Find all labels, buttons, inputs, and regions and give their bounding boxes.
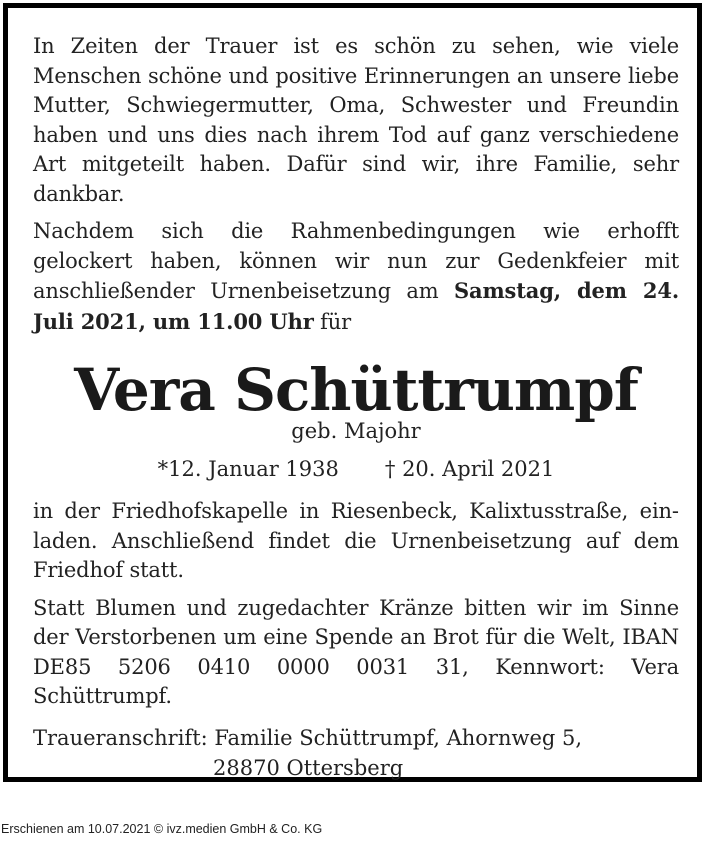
donation-paragraph: Statt Blumen und zugedachter Kränze bitten wir im Sinne der Verstorbenen um eine Spende an Brot für die Welt, IBAN DE85 5206 0410 0000 0031 31, Kennwort: Vera Schüttrumpf. bbox=[33, 595, 679, 708]
gratitude-paragraph: In Zeiten der Trauer ist es schön zu sehen, wie viele Menschen schöne und positive Erinnerungen an unsere liebe Mutter, Schwiegermutter, Oma, Schwester und Freundin haben und uns dies nach ihrem Tod auf ganz verschiedene Art mitgeteilt haben. Dafür sind wir, ihre Familie, sehr dankbar. bbox=[33, 34, 679, 206]
invitation-paragraph bbox=[33, 217, 679, 337]
obituary-notice bbox=[3, 3, 702, 782]
location-paragraph: in der Friedhofskapelle in Riesenbeck, Kalixtusstraße, einladen. Anschließend findet die Urnenbeisetzung auf dem Friedhof statt. bbox=[33, 499, 679, 582]
publication-credit: Erschienen am 10.07.2021 © ivz.medien GmbH & Co. KG bbox=[1, 822, 323, 836]
mourning-address bbox=[33, 723, 679, 783]
deceased-name: Vera Schüttrumpf bbox=[74, 356, 638, 424]
maiden-name: geb. Majohr bbox=[291, 419, 421, 443]
notice-content bbox=[33, 32, 679, 783]
death-date: † 20. April 2021 bbox=[384, 457, 555, 481]
ceremony-date: Samstag, dem 24. Juli 2021, um 11.00 Uhr bbox=[33, 278, 680, 334]
address-line-1: Traueranschrift: Familie Schüttrumpf, Ahornweg 5, bbox=[33, 725, 583, 750]
invitation-text-end: für bbox=[313, 309, 352, 334]
address-line-2: 28870 Ottersberg bbox=[213, 755, 404, 780]
birth-date: *12. Januar 1938 bbox=[157, 457, 339, 481]
invitation-text-start: Nachdem sich die Rahmenbedingungen wie erhofft gelockert haben, können wir nun zur Gedenkfeier mit anschließender Urnenbeisetzung am bbox=[33, 219, 679, 303]
life-dates bbox=[33, 455, 679, 484]
